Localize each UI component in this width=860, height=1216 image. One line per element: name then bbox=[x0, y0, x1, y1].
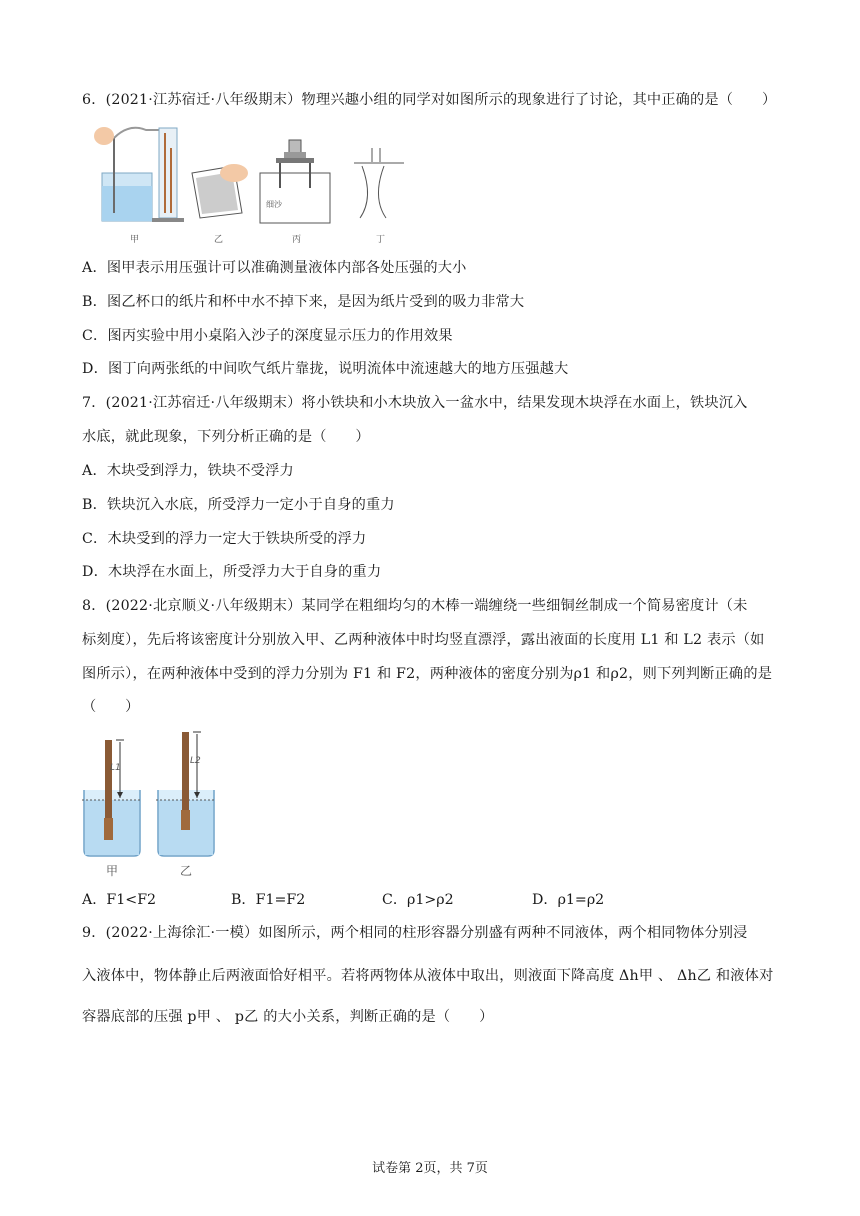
q6-figure-yi bbox=[192, 164, 248, 218]
q8-stem-line3: 图所示），在两种液体中受到的浮力分别为 F1 和 F2，两种液体的密度分别为ρ1 和ρ2，则下列判断正确的是 bbox=[82, 666, 773, 682]
q6-stem: 6．(2021·江苏宿迁·八年级期末）物理兴趣小组的同学对如图所示的现象进行了讨论，其中正确的是（ ） bbox=[82, 92, 777, 108]
q6-option-a: A．图甲表示用压强计可以准确测量液体内部各处压强的大小 bbox=[82, 260, 467, 276]
q8-option-a: A．F1<F2 bbox=[82, 892, 157, 908]
q7-option-c: C．木块受到的浮力一定大于铁块所受的浮力 bbox=[82, 531, 367, 547]
q6-figure-bing bbox=[260, 140, 330, 223]
q6-figure bbox=[84, 118, 414, 248]
q8-beaker-yi bbox=[156, 732, 216, 856]
q8-length-label-2: L2 bbox=[190, 756, 201, 766]
q6-sand-label: 细沙 bbox=[266, 200, 282, 209]
q8-figure bbox=[78, 728, 218, 878]
q9-stem-line3: 容器底部的压强 p甲 、 p乙 的大小关系，判断正确的是（ ） bbox=[82, 1009, 494, 1025]
q8-label-yi: 乙 bbox=[180, 864, 193, 878]
q7-stem-line1: 7．(2021·江苏宿迁·八年级期末）将小铁块和小木块放入一盆水中，结果发现木块浮在水面上，铁块沉入 bbox=[82, 395, 748, 411]
q7-option-b: B．铁块沉入水底，所受浮力一定小于自身的重力 bbox=[82, 497, 395, 513]
q8-stem-line2: 标刻度），先后将该密度计分别放入甲、乙两种液体中时均竖直漂浮，露出液面的长度用 L1 和 L2 表示（如 bbox=[82, 632, 765, 648]
q6-figure-ding bbox=[354, 148, 404, 218]
q8-stem-line4: （ ） bbox=[82, 699, 140, 715]
q8-length-label-1: L1 bbox=[110, 763, 121, 773]
q7-stem-line2: 水底，就此现象，下列分析正确的是（ ） bbox=[82, 429, 370, 445]
page-footer: 试卷第 2页，共 7页 bbox=[372, 1161, 488, 1176]
q9-stem-line1: 9．(2022·上海徐汇·一模）如图所示，两个相同的柱形容器分别盛有两种不同液体，两个相同物体分别浸 bbox=[82, 925, 748, 941]
q7-option-d: D．木块浮在水面上，所受浮力大于自身的重力 bbox=[82, 564, 382, 580]
q8-figure-drawing bbox=[78, 728, 218, 878]
q7-option-a: A．木块受到浮力，铁块不受浮力 bbox=[82, 463, 294, 479]
q6-figure-drawing bbox=[84, 118, 414, 248]
q8-beaker-jia bbox=[82, 740, 142, 856]
q6-figure-jia bbox=[94, 127, 184, 222]
q6-label-jia: 甲 bbox=[130, 235, 140, 245]
q6-option-d: D．图丁向两张纸的中间吹气纸片靠拢，说明流体中流速越大的地方压强越大 bbox=[82, 361, 569, 377]
q8-option-c: C．ρ1>ρ2 bbox=[382, 892, 454, 908]
q6-label-bing: 丙 bbox=[292, 235, 302, 245]
q8-option-d: D．ρ1=ρ2 bbox=[532, 892, 605, 908]
q6-label-yi: 乙 bbox=[214, 235, 224, 245]
q8-stem-line1: 8．(2022·北京顺义·八年级期末）某同学在粗细均匀的木棒一端缠绕一些细铜丝制成一个简易密度计（未 bbox=[82, 598, 748, 614]
q6-label-ding: 丁 bbox=[376, 235, 386, 245]
q6-option-b: B．图乙杯口的纸片和杯中水不掉下来，是因为纸片受到的吸力非常大 bbox=[82, 294, 525, 310]
q9-stem-line2: 入液体中，物体静止后两液面恰好相平。若将两物体从液体中取出，则液面下降高度 Δh甲 、 Δh乙 和液体对 bbox=[82, 968, 774, 984]
q8-label-jia: 甲 bbox=[106, 864, 119, 878]
q6-option-c: C．图丙实验中用小桌陷入沙子的深度显示压力的作用效果 bbox=[82, 328, 453, 344]
q8-option-b: B．F1=F2 bbox=[231, 892, 306, 908]
